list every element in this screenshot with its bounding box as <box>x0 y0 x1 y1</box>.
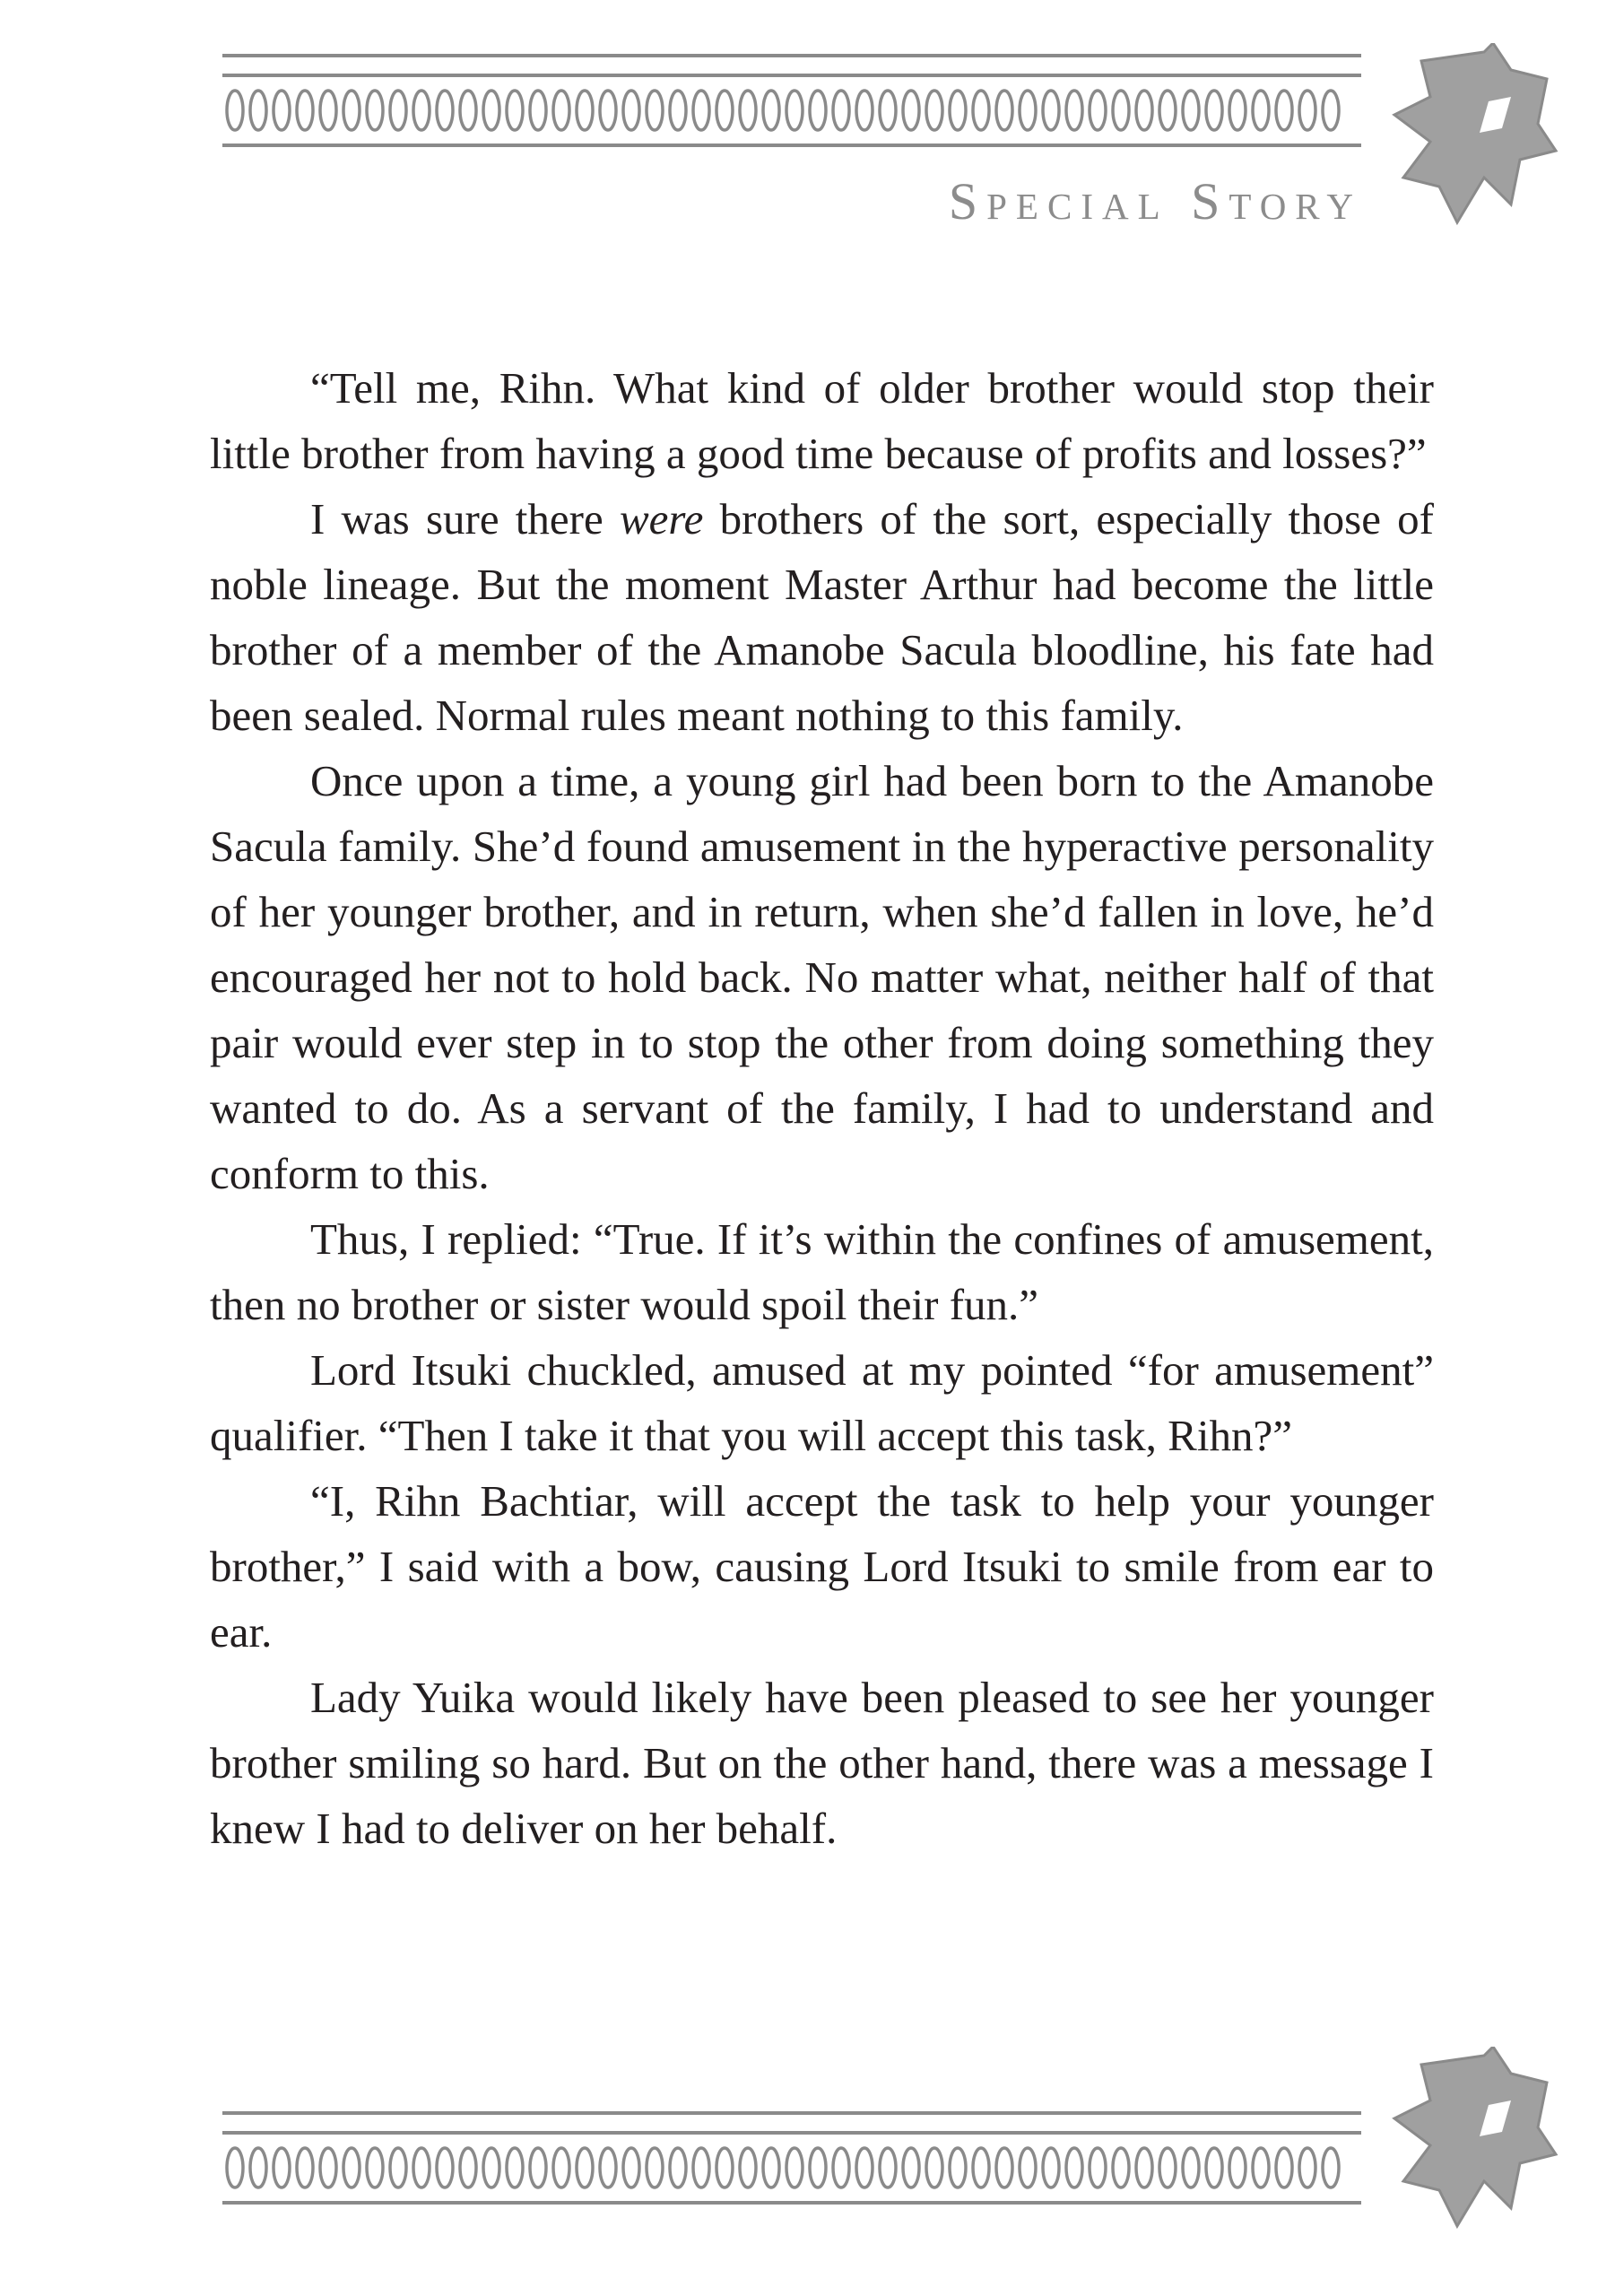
paragraph: Once upon a time, a young girl had been born to the Amanobe Sacula family. She’d found amusement in the hyperactive personality of her younger brother, and in return, when she’d fallen in love, he’d encouraged her not to hold back. No matter what, neither half of that pair would ever step in to stop the other from doing something they wanted to do. As a servant of the family, I had to understand and conform to this. <box>210 756 1434 1198</box>
bottom-oval-chain <box>227 2148 1339 2187</box>
ornament-oval <box>577 91 593 130</box>
ornament-oval <box>297 91 313 130</box>
ornament-oval <box>763 91 779 130</box>
ornament-oval <box>274 2148 290 2187</box>
ornament-oval <box>1299 91 1315 130</box>
ornament-oval <box>297 2148 313 2187</box>
ornament-oval <box>507 91 523 130</box>
ornament-oval <box>693 91 709 130</box>
ornament-oval <box>670 91 686 130</box>
ornament-oval <box>647 91 663 130</box>
ornament-oval <box>390 91 406 130</box>
ornament-oval <box>810 2148 826 2187</box>
ornament-oval <box>553 2148 569 2187</box>
ornament-oval <box>1206 91 1222 130</box>
bottom-ornament-graphic <box>222 2109 1361 2208</box>
ornament-oval <box>950 91 966 130</box>
ornament-oval <box>1043 91 1059 130</box>
ornament-oval <box>786 2148 803 2187</box>
ornament-oval <box>1136 91 1152 130</box>
ornament-oval <box>1183 2148 1199 2187</box>
body-text <box>210 355 1434 1861</box>
bottom-corner-ornament <box>1385 2047 1565 2253</box>
ornament-oval <box>856 91 873 130</box>
paragraph: Thus, I replied: “True. If it’s within the confines of amusement, then no brother or sister would spoil their fun.” <box>210 1214 1434 1329</box>
ornament-oval <box>950 2148 966 2187</box>
ornament-oval <box>903 91 919 130</box>
ornament-oval <box>1183 91 1199 130</box>
ornament-oval <box>1020 91 1036 130</box>
ornament-oval <box>996 2148 1012 2187</box>
ornament-oval <box>1020 2148 1036 2187</box>
ornament-oval <box>786 91 803 130</box>
top-corner-ornament <box>1385 43 1565 249</box>
ornament-oval <box>1323 2148 1339 2187</box>
ornament-oval <box>903 2148 919 2187</box>
ornament-oval <box>763 2148 779 2187</box>
ornament-oval <box>1229 91 1246 130</box>
ornament-oval <box>343 2148 360 2187</box>
ornament-oval <box>926 91 942 130</box>
ornament-oval <box>1229 2148 1246 2187</box>
ornament-oval <box>810 91 826 130</box>
ornament-oval <box>926 2148 942 2187</box>
ornament-oval <box>740 2148 756 2187</box>
ornament-oval <box>1113 91 1129 130</box>
ornament-oval <box>530 2148 546 2187</box>
ornament-oval <box>1206 2148 1222 2187</box>
emphasis-text: were <box>619 494 704 544</box>
bottom-ornament-band <box>222 2109 1361 2208</box>
ornament-oval <box>530 91 546 130</box>
top-oval-chain <box>227 91 1339 130</box>
ornament-oval <box>320 2148 336 2187</box>
ornament-oval <box>833 91 849 130</box>
ornament-oval <box>1323 91 1339 130</box>
ornament-oval <box>367 91 383 130</box>
ornament-oval <box>623 2148 639 2187</box>
paragraph: Lord Itsuki chuckled, amused at my pointed “for amusement” qualifier. “Then I take it that you will accept this task, Rihn?” <box>210 1345 1434 1460</box>
ornament-oval <box>1066 91 1082 130</box>
ornament-oval <box>1276 91 1292 130</box>
ornament-oval <box>880 91 896 130</box>
ornament-oval <box>227 91 243 130</box>
ornament-oval <box>996 91 1012 130</box>
ornament-oval <box>1090 91 1106 130</box>
paragraph-text: I was sure there <box>310 494 620 544</box>
ornament-oval <box>880 2148 896 2187</box>
ornament-oval <box>483 2148 499 2187</box>
paragraph: “I, Rihn Bachtiar, will accept the task to help your younger brother,” I said with a bow, causing Lord Itsuki to smile from ear to ear. <box>210 1476 1434 1657</box>
ornament-oval <box>320 91 336 130</box>
ornament-oval <box>647 2148 663 2187</box>
ornament-oval <box>1066 2148 1082 2187</box>
ornament-oval <box>1043 2148 1059 2187</box>
running-header-title: Special Story <box>948 172 1362 230</box>
ornament-oval <box>856 2148 873 2187</box>
ornament-oval <box>1253 91 1269 130</box>
ornament-oval <box>1136 2148 1152 2187</box>
paragraph <box>210 486 1434 748</box>
ornament-oval <box>460 91 476 130</box>
ornament-oval <box>1159 2148 1176 2187</box>
ornament-oval <box>250 2148 266 2187</box>
ornament-oval <box>973 2148 989 2187</box>
ornament-oval <box>740 91 756 130</box>
paragraph: “Tell me, Rihn. What kind of older brother would stop their little brother from having a good time because of profits and losses?” <box>210 363 1434 478</box>
ornament-oval <box>227 2148 243 2187</box>
ornament-oval <box>250 91 266 130</box>
ornament-oval <box>1253 2148 1269 2187</box>
ornament-oval <box>833 2148 849 2187</box>
ornament-oval <box>1159 91 1176 130</box>
ornament-oval <box>973 91 989 130</box>
ornament-oval <box>1090 2148 1106 2187</box>
ornament-oval <box>437 2148 453 2187</box>
ornament-oval <box>413 91 430 130</box>
ornament-oval <box>343 91 360 130</box>
paragraph-text: brothers of the sort, especially those of noble lineage. But the moment Master Arthur had become the little brother of a member of the Amanobe Sacula bloodline, his fate had been sealed. Normal rules meant nothing to this family. <box>210 494 1434 740</box>
top-ornament-band <box>222 52 1361 151</box>
ornament-oval <box>600 2148 616 2187</box>
ornament-oval <box>623 91 639 130</box>
ornament-oval <box>274 91 290 130</box>
ornament-oval <box>553 91 569 130</box>
ornament-oval <box>460 2148 476 2187</box>
ornament-oval <box>670 2148 686 2187</box>
ornament-oval <box>716 2148 733 2187</box>
ornament-oval <box>483 91 499 130</box>
ornament-oval <box>693 2148 709 2187</box>
ornament-oval <box>1276 2148 1292 2187</box>
ornament-oval <box>1113 2148 1129 2187</box>
paragraph: Lady Yuika would likely have been pleased to see her younger brother smiling so hard. But on the other hand, there was a message I knew I had to deliver on her behalf. <box>210 1673 1434 1853</box>
ornament-oval <box>577 2148 593 2187</box>
ornament-oval <box>437 91 453 130</box>
ornament-oval <box>1299 2148 1315 2187</box>
ornament-oval <box>716 91 733 130</box>
ornament-oval <box>600 91 616 130</box>
ornament-oval <box>367 2148 383 2187</box>
ornament-oval <box>507 2148 523 2187</box>
top-ornament-graphic <box>222 52 1361 151</box>
ornament-oval <box>413 2148 430 2187</box>
ornament-oval <box>390 2148 406 2187</box>
